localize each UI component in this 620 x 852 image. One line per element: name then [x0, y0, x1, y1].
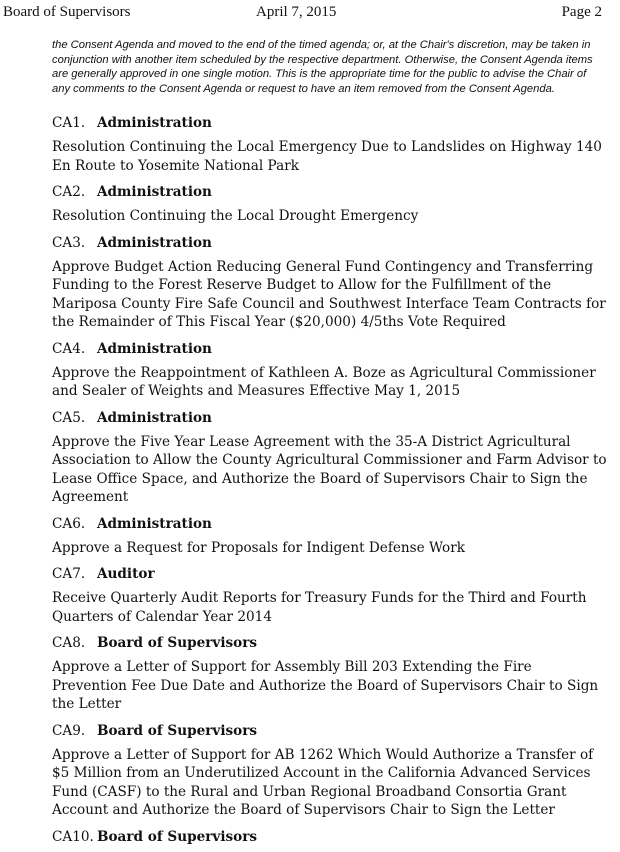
agenda-item-description: Approve the Five Year Lease Agreement with the 35-A District Agricultural Association to Allow the County Agricultural Commissioner and Farm Advisor to Lease Office Space, and Authorize the Board of Supervisors Chair to Sign the Agreement [52, 433, 607, 505]
agenda-item-number: CA5. [52, 409, 86, 426]
agenda-item-department: Administration [97, 184, 212, 200]
agenda-item-department: Board of Supervisors [97, 828, 258, 845]
agenda-item-description: Resolution Continuing the Local Emergency Due to Landslides on Highway 140 En Route to Yosemite National Park [52, 139, 602, 174]
agenda-item-number: CA3. [52, 234, 86, 251]
agenda-item-heading [52, 234, 608, 252]
agenda-item-number: CA2. [52, 184, 86, 200]
agenda-item-number: CA9. [52, 722, 86, 739]
agenda-item-number: CA4. [52, 340, 86, 357]
page-header [0, 4, 620, 24]
agenda-item-department: Administration [97, 115, 212, 131]
agenda-item [52, 565, 608, 626]
agenda-item-description: Approve a Letter of Support for AB 1262 Which Would Authorize a Transfer of $5 Million from an Underutilized Account in the California Advanced Services Fund (CASF) to the Rural and Urban Regional Broadband Consortia Grant Account and Authorize the Board of Supervisors Chair to Sign the Letter [52, 746, 594, 818]
agenda-item-heading [52, 114, 608, 132]
agenda-item-number: CA7. [52, 566, 86, 582]
agenda-item-heading [52, 183, 608, 201]
consent-agenda-intro: the Consent Agenda and moved to the end of the timed agenda; or, at the Chair's discretion, may be taken in conjunction with another item scheduled by the respective department. Otherwise, the Consent Agenda items are generally approved in one single motion. This is the appropriate time for the public to advise the Chair of any comments to the Consent Agenda or request to have an item removed from the Consent Agenda. [52, 39, 593, 95]
agenda-item [52, 515, 608, 558]
agenda-item [52, 409, 608, 507]
agenda-item-department: Administration [97, 234, 212, 251]
agenda-item [52, 340, 608, 401]
agenda-item-department: Board of Supervisors [97, 722, 258, 739]
header-board-name: Board of Supervisors [3, 4, 131, 20]
header-page-number: Page 2 [561, 4, 602, 20]
agenda-item [52, 183, 608, 226]
agenda-item-description: Resolution Continuing the Local Drought Emergency [52, 208, 419, 224]
agenda-item [52, 634, 608, 714]
agenda-item-heading [52, 634, 608, 652]
agenda-item [52, 114, 608, 175]
agenda-item-description: Approve a Request for Proposals for Indigent Defense Work [52, 539, 465, 556]
agenda-item-heading [52, 828, 608, 846]
agenda-item-department: Administration [97, 340, 212, 357]
agenda-item-number: CA10. [52, 828, 94, 845]
agenda-item-department: Administration [97, 409, 212, 426]
agenda-item [52, 828, 608, 846]
agenda-item-heading [52, 722, 608, 740]
agenda-item-department: Board of Supervisors [97, 635, 258, 651]
header-date: April 7, 2015 [256, 4, 337, 20]
agenda-item-number: CA8. [52, 635, 86, 651]
agenda-item-description: Receive Quarterly Audit Reports for Treasury Funds for the Third and Fourth Quarters of Calendar Year 2014 [52, 590, 587, 625]
agenda-item-description: Approve a Letter of Support for Assembly Bill 203 Extending the Fire Prevention Fee Due Date and Authorize the Board of Supervisors Chair to Sign the Letter [52, 659, 599, 712]
agenda-item-number: CA6. [52, 515, 86, 532]
agenda-item-description: Approve the Reappointment of Kathleen A. Boze as Agricultural Commissioner and Sealer of Weights and Measures Effective May 1, 2015 [52, 364, 596, 399]
consent-agenda-items [52, 114, 608, 852]
agenda-item-heading [52, 340, 608, 358]
agenda-item-number: CA1. [52, 115, 86, 131]
agenda-item [52, 722, 608, 820]
agenda-item-heading [52, 565, 608, 583]
agenda-item-description: Approve Budget Action Reducing General Fund Contingency and Transferring Funding to the Forest Reserve Budget to Allow for the Fulfillment of the Mariposa County Fire Safe Council and Southwest Interface Team Contracts for the Remainder of This Fiscal Year ($20,000) 4/5ths Vote Required [52, 258, 606, 330]
agenda-item-heading [52, 409, 608, 427]
agenda-item [52, 234, 608, 332]
agenda-item-heading [52, 515, 608, 533]
agenda-item-department: Administration [97, 515, 212, 532]
agenda-item-department: Auditor [97, 566, 155, 582]
